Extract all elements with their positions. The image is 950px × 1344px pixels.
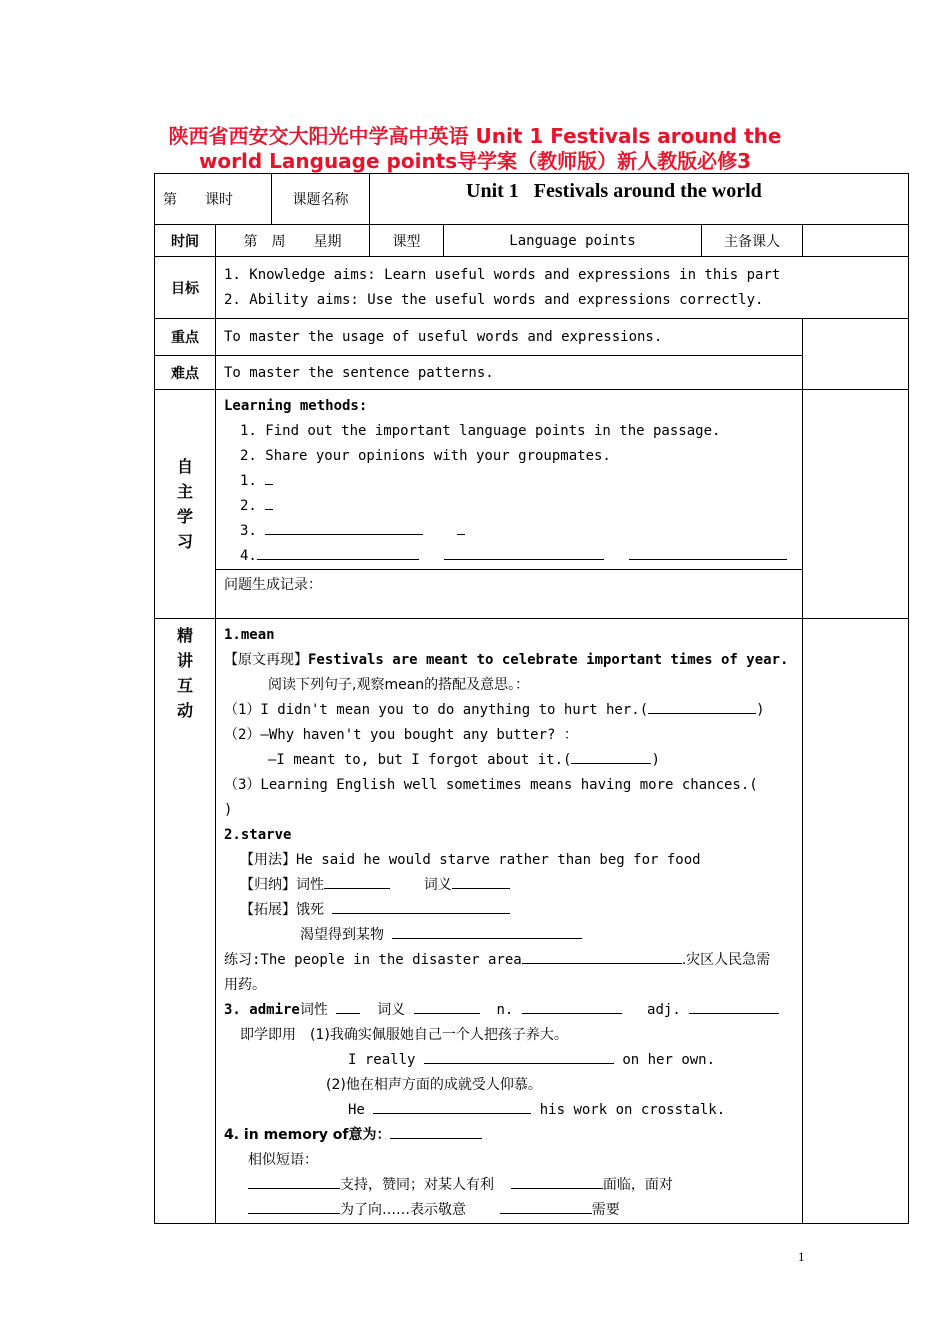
time-label: 时间 <box>155 225 216 257</box>
memory-phrases-1: 支持，赞同；对某人有利 面临，面对 <box>224 1173 794 1198</box>
blank-line-3: 3. <box>224 519 794 544</box>
interaction-label: 精 讲 互 动 <box>155 619 216 1224</box>
mean-example-3b: ) <box>224 802 233 818</box>
admire-apply: 即学即用 (1)我确实佩服她自己一个人把孩子养大。 <box>240 1027 568 1043</box>
section-starve-title: 2.starve <box>224 827 292 843</box>
week-label: 第 周 星期 <box>216 225 370 257</box>
self-study-methods <box>216 390 803 570</box>
type-label: 课型 <box>370 225 444 257</box>
goals-label: 目标 <box>155 257 216 319</box>
starve-extension-2: 渴望得到某物 <box>224 923 794 948</box>
row-self-study <box>155 390 909 570</box>
preparer-value <box>803 225 909 257</box>
record-label: 问题生成记录： <box>216 570 803 619</box>
page-number: 1 <box>798 1249 805 1264</box>
row-interaction <box>155 619 909 1224</box>
admire-example-1: I really on her own. <box>224 1048 794 1073</box>
document-title <box>100 124 850 174</box>
row-time <box>155 225 909 257</box>
interaction-content <box>216 619 803 1224</box>
difficulties-text: To master the sentence patterns. <box>216 356 803 390</box>
method-item: 1. Find out the important language points in the passage. <box>240 423 721 439</box>
starve-extension: 【拓展】饿死 <box>224 898 794 923</box>
key-points-text: To master the usage of useful words and expressions. <box>216 319 803 356</box>
topic-cell <box>370 174 909 225</box>
row-goals <box>155 257 909 319</box>
method-item: 2. Share your opinions with your groupmates. <box>240 448 611 464</box>
section-mean-title: 1.mean <box>224 627 275 643</box>
blank-line-1: 1. <box>224 469 794 494</box>
interaction-side <box>803 619 909 1224</box>
mean-example-1: （1）I didn't mean you to do anything to hurt her.( ) <box>224 698 794 723</box>
admire-example-2: He his work on crosstalk. <box>224 1098 794 1123</box>
section-admire: 3. admire词性 词义 n. adj. <box>224 998 794 1023</box>
row-difficulties <box>155 356 909 390</box>
starve-usage: 【用法】He said he would starve rather than beg for food <box>240 852 701 868</box>
memory-similar: 相似短语： <box>248 1152 318 1168</box>
mean-example-2a: （2）—Why haven't you bought any butter? ： <box>224 727 578 743</box>
difficulties-label: 难点 <box>155 356 216 390</box>
mean-example-2b: —I meant to, but I forgot about it.( ) <box>224 748 794 773</box>
preparer-label: 主备课人 <box>702 225 803 257</box>
starve-practice: 练习:The people in the disaster area .灾区人民急需 <box>224 948 794 973</box>
starve-summary: 【归纳】词性 词义 <box>224 873 794 898</box>
topic-value: Unit 1 Festivals around the world <box>466 179 762 202</box>
original-sentence: 【原文再现】Festivals are meant to celebrate important times of year. <box>224 652 789 668</box>
row-key-points <box>155 319 909 356</box>
key-side-cell <box>803 319 909 390</box>
goal-knowledge: 1. Knowledge aims: Learn useful words and expressions in this part <box>224 266 781 283</box>
row-topic <box>155 174 909 225</box>
memory-phrases-2: 为了向……表示敬意 需要 <box>224 1198 794 1223</box>
section-memory: 4. in memory of意为： <box>224 1123 794 1148</box>
goal-ability: 2. Ability aims: Use the useful words and expressions correctly. <box>224 291 764 308</box>
row-record <box>155 570 909 619</box>
starve-practice-end: 用药。 <box>224 977 266 993</box>
title-line-1: 陕西省西安交大阳光中学高中英语 Unit 1 Festivals around the <box>168 124 782 148</box>
blank-line-2: 2. <box>224 494 794 519</box>
admire-example-2-cn: (2)他在相声方面的成就受人仰慕。 <box>326 1077 542 1093</box>
key-points-label: 重点 <box>155 319 216 356</box>
topic-label: 课题名称 <box>272 174 370 225</box>
methods-title: Learning methods: <box>224 398 368 414</box>
blank-line-4: 4. <box>224 544 794 569</box>
period-label: 第 课时 <box>155 174 272 225</box>
title-line-2: world Language points导学案（教师版）新人教版必修3 <box>198 149 752 173</box>
self-study-label: 自 主 学 习 <box>155 390 216 619</box>
goals-content <box>216 257 909 319</box>
type-value: Language points <box>444 225 702 257</box>
self-study-side <box>803 390 909 619</box>
lesson-table <box>154 173 909 1224</box>
mean-instruction: 阅读下列句子,观察mean的搭配及意思。： <box>268 677 530 693</box>
mean-example-3: （3）Learning English well sometimes means having more chances.( <box>224 777 758 793</box>
